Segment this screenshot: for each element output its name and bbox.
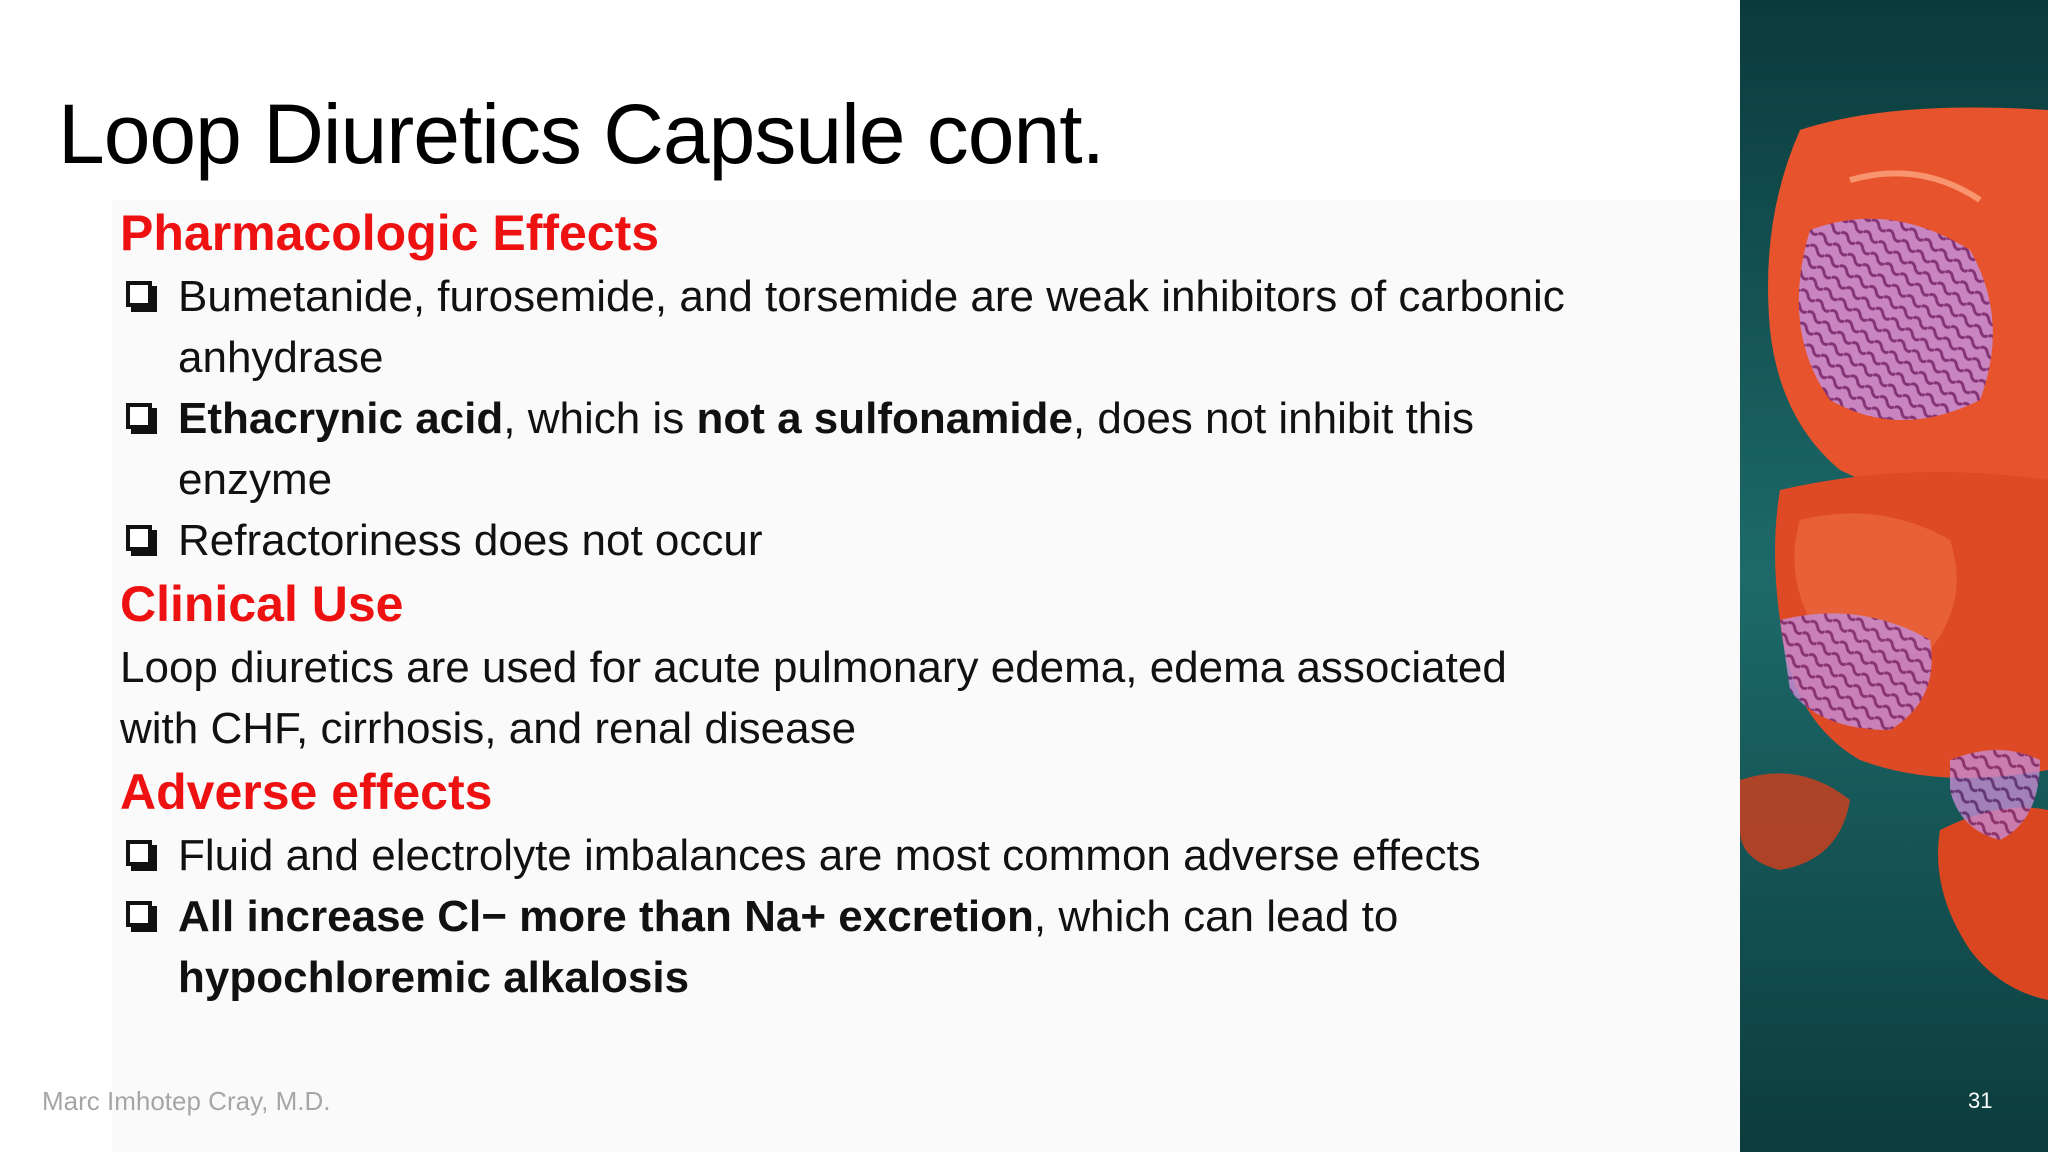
decorative-side-image xyxy=(1740,0,2048,1152)
bullet-item xyxy=(120,266,1680,388)
section-heading-pharmacologic: Pharmacologic Effects xyxy=(120,205,660,261)
bold-term: not a sulfonamide xyxy=(696,394,1073,443)
bullet-text: Refractoriness does not occur xyxy=(178,516,763,565)
paragraph-line: Loop diuretics are used for acute pulmonary edema, edema associated xyxy=(120,643,1507,692)
bullet-text: enzyme xyxy=(178,455,333,504)
bullet-text: , which can lead to xyxy=(1033,892,1399,941)
bold-term: All increase Cl− more than Na+ excretion xyxy=(178,892,1034,941)
bullet-item xyxy=(120,388,1680,510)
checkbox-bullet-icon xyxy=(126,281,152,307)
bullet-text: Fluid and electrolyte imbalances are most common adverse effects xyxy=(178,831,1481,880)
page-number: 31 xyxy=(1968,1088,1993,1113)
bullet-text: , does not inhibit this xyxy=(1072,394,1475,443)
bullet-text: anhydrase xyxy=(178,333,384,382)
checkbox-bullet-icon xyxy=(126,403,152,429)
slide-title xyxy=(58,86,1104,183)
bullet-text: , which is xyxy=(503,394,697,443)
checkbox-bullet-icon xyxy=(126,840,152,866)
bullet-item xyxy=(120,825,1680,886)
section-heading-adverse-effects: Adverse effects xyxy=(120,764,493,820)
bullet-item xyxy=(120,510,1680,571)
bold-term: Ethacrynic acid xyxy=(178,394,504,443)
title-suffix: cont. xyxy=(904,87,1104,181)
clinical-use-paragraph xyxy=(120,637,1680,759)
paragraph-line: with CHF, cirrhosis, and renal disease xyxy=(120,704,857,753)
bold-term: hypochloremic alkalosis xyxy=(178,953,690,1002)
kidney-tissue-image xyxy=(1740,0,2048,1152)
slide-body xyxy=(120,200,1680,1008)
section-heading-clinical-use: Clinical Use xyxy=(120,576,404,632)
bullet-item xyxy=(120,886,1680,1008)
checkbox-bullet-icon xyxy=(126,901,152,927)
footer-author: Marc Imhotep Cray, M.D. xyxy=(42,1086,331,1116)
title-main: Loop Diuretics Capsule xyxy=(58,87,905,181)
checkbox-bullet-icon xyxy=(126,525,152,551)
bullet-text: Bumetanide, furosemide, and torsemide are weak inhibitors of carbonic xyxy=(178,272,1565,321)
